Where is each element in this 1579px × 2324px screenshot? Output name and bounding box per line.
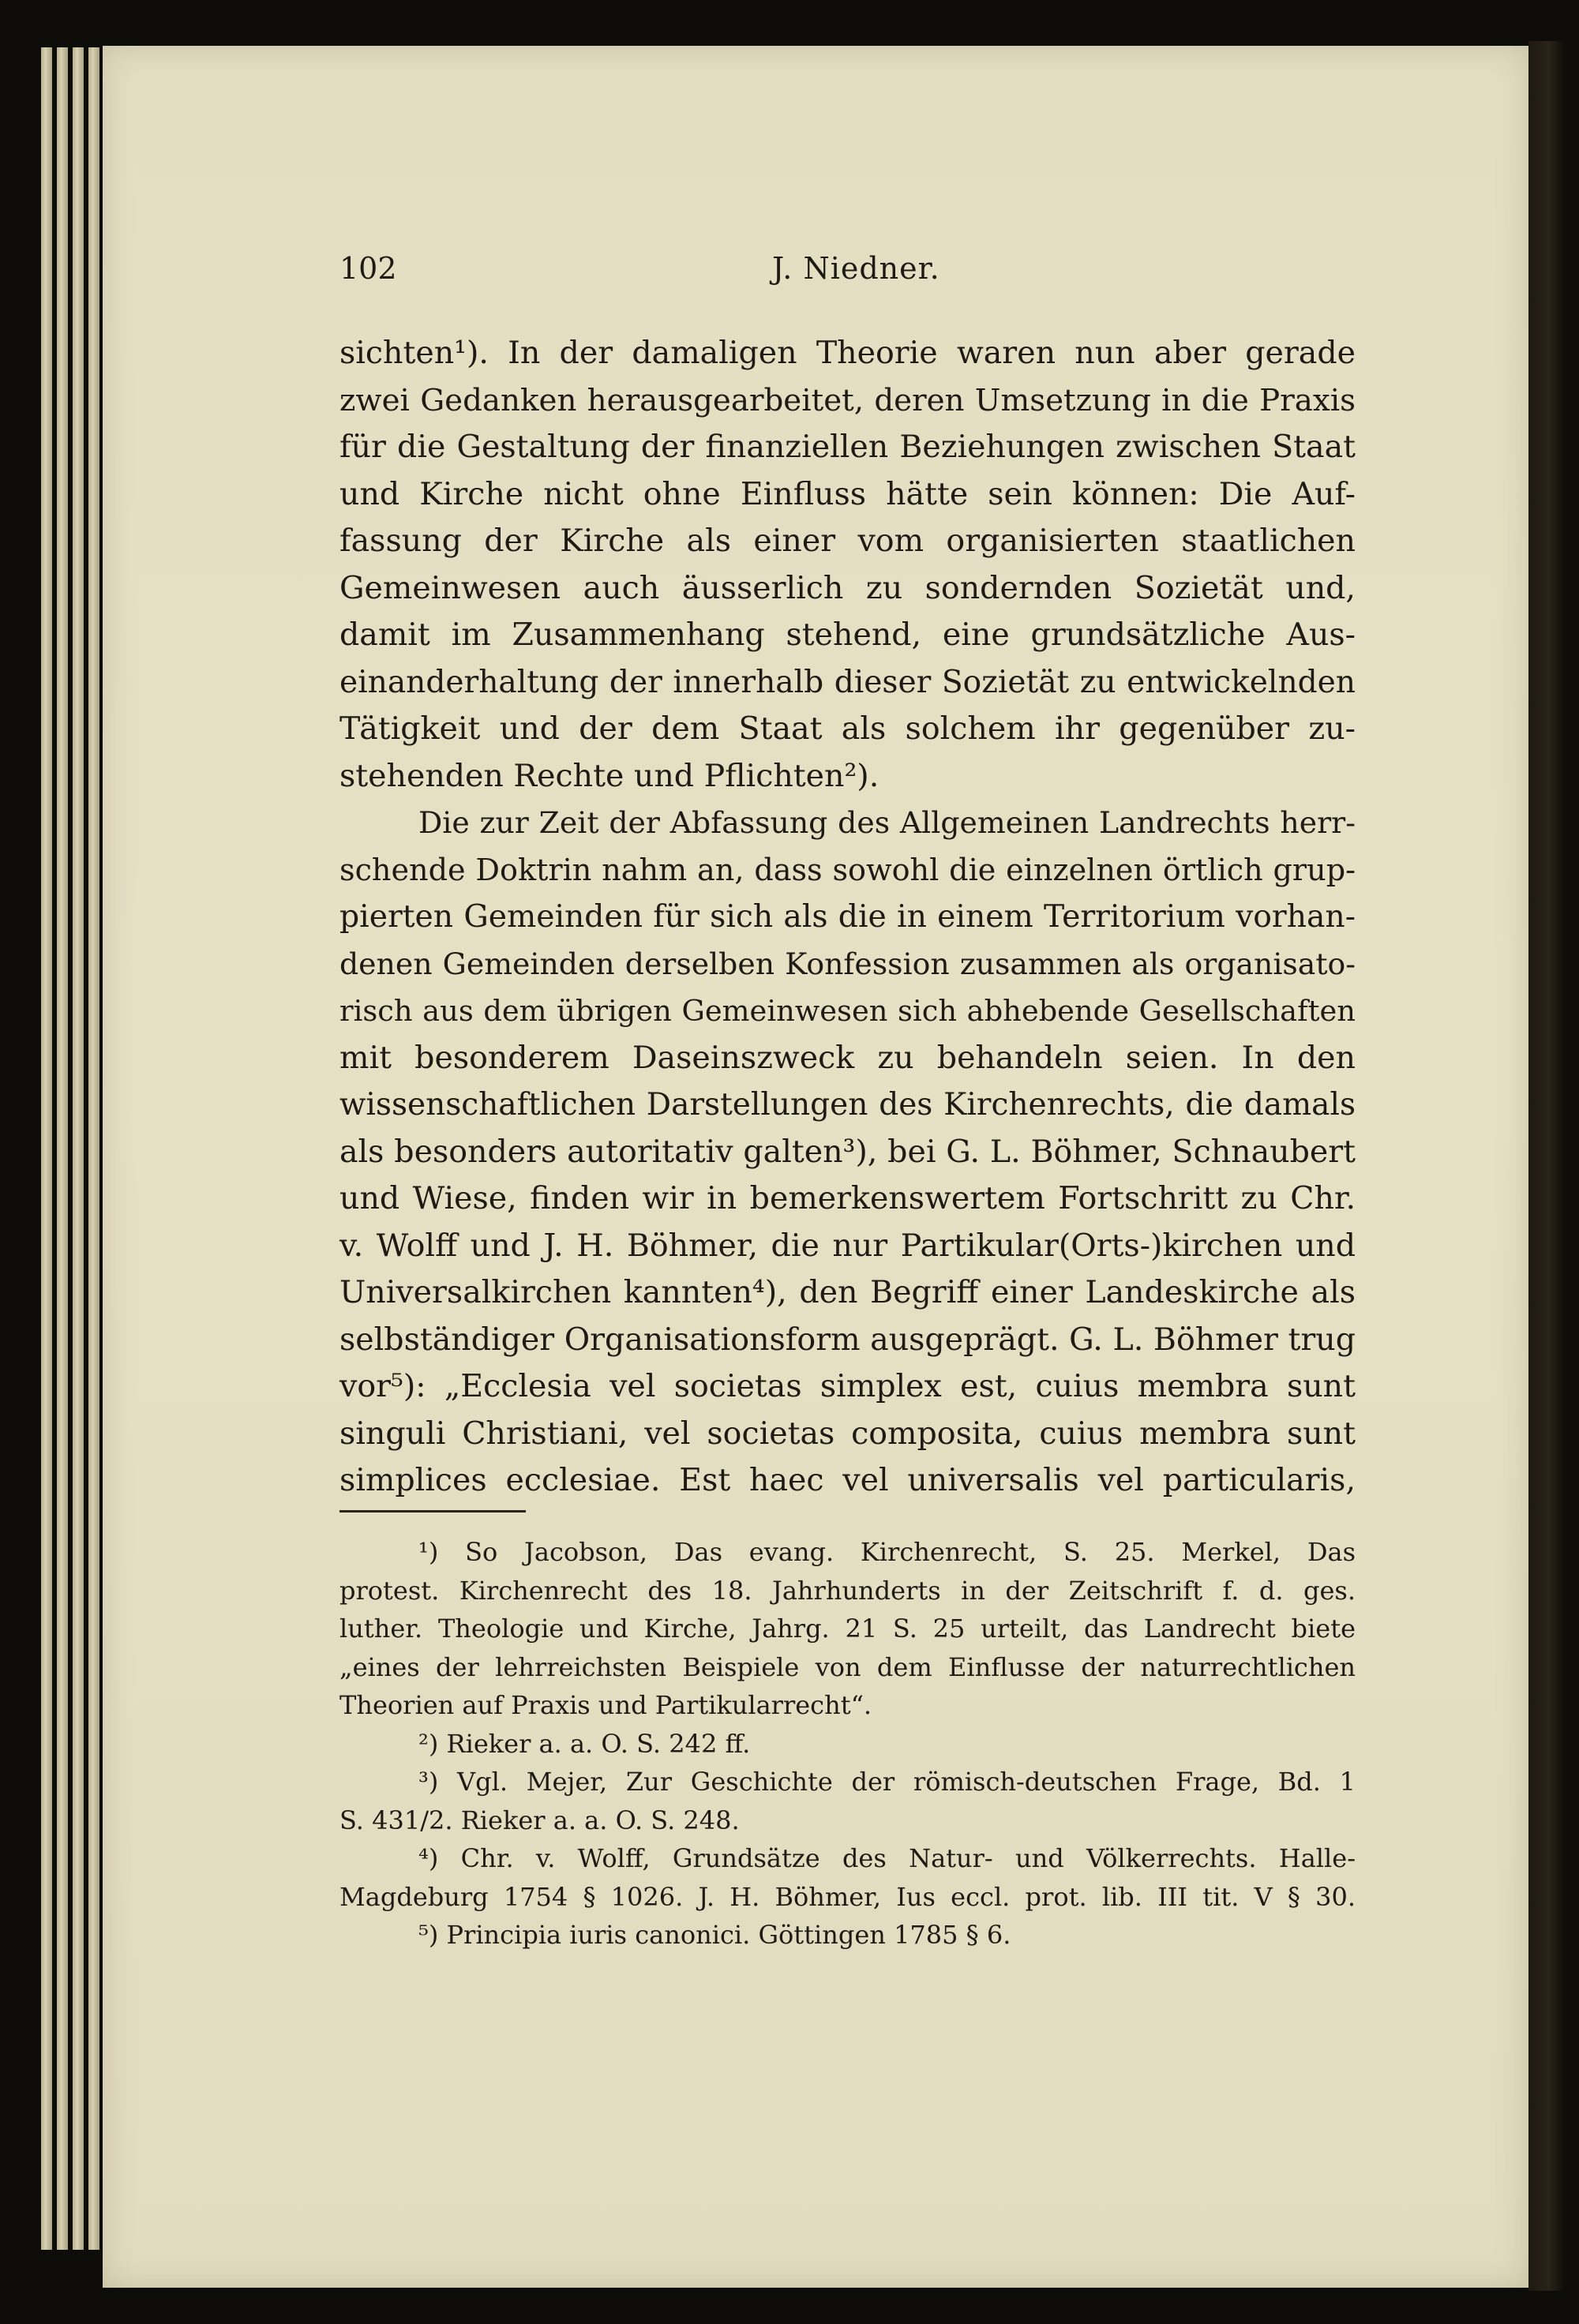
- text-line: Tätigkeit und der dem Staat als solchem ihr gegenüber zu-: [339, 710, 1356, 747]
- body-text: [339, 330, 1356, 1505]
- footnote-line: Theorien auf Praxis und Partikularrecht“.: [339, 1690, 872, 1720]
- page-header: [339, 251, 1366, 298]
- page-edge-stack: [88, 47, 99, 2250]
- text-line: v. Wolff und J. H. Böhmer, die nur Partikular(Orts-)kirchen und: [339, 1227, 1356, 1264]
- footnote-line: ⁵) Principia iuris canonici. Göttingen 1785 § 6.: [418, 1920, 1011, 1950]
- text-line: singuli Christiani, vel societas composita, cuius membra sunt: [339, 1415, 1356, 1452]
- book-spine-shadow: [1528, 41, 1565, 2291]
- text-line: vor⁵): „Ecclesia vel societas simplex est, cuius membra sunt: [339, 1368, 1356, 1404]
- text-line: schende Doktrin nahm an, dass sowohl die einzelnen örtlich grup-: [339, 852, 1356, 887]
- text-line: zwei Gedanken herausgearbeitet, deren Umsetzung in die Praxis: [339, 382, 1356, 418]
- footnote-line: „eines der lehrreichsten Beispiele von dem Einflusse der naturrechtlichen: [339, 1651, 1356, 1682]
- text-line: einanderhaltung der innerhalb dieser Sozietät zu entwickelnden: [339, 664, 1356, 700]
- footnote-line: ¹) So Jacobson, Das evang. Kirchenrecht, S. 25. Merkel, Das: [418, 1537, 1356, 1567]
- text-line: Gemeinwesen auch äusserlich zu sondernden Sozietät und,: [339, 569, 1356, 606]
- page-edge-stack: [73, 47, 84, 2250]
- footnote-line: Magdeburg 1754 § 1026. J. H. Böhmer, Ius eccl. prot. lib. III tit. V § 30.: [339, 1881, 1356, 1912]
- text-line: Die zur Zeit der Abfassung des Allgemeinen Landrechts herr-: [418, 805, 1356, 840]
- text-line: wissenschaftlichen Darstellungen des Kirchenrechts, die damals: [339, 1087, 1356, 1123]
- text-line: und Wiese, finden wir in bemerkenswertem Fortschritt zu Chr.: [339, 1180, 1356, 1216]
- footnote-line: ³) Vgl. Mejer, Zur Geschichte der römisch-deutschen Frage, Bd. 1: [418, 1767, 1356, 1797]
- footnote-line: luther. Theologie und Kirche, Jahrg. 21 S. 25 urteilt, das Landrecht biete: [339, 1614, 1356, 1644]
- footnotes: [339, 1533, 1356, 1955]
- page-number: 102: [339, 251, 397, 286]
- text-line: damit im Zusammenhang stehend, eine grundsätzliche Aus-: [339, 617, 1356, 653]
- text-line: und Kirche nicht ohne Einfluss hätte sein können: Die Auf-: [339, 475, 1356, 512]
- text-line: simplices ecclesiae. Est haec vel universalis vel particularis,: [339, 1462, 1356, 1498]
- footnote-line: ²) Rieker a. a. O. S. 242 ff.: [418, 1728, 751, 1759]
- text-line: pierten Gemeinden für sich als die in einem Territorium vorhan-: [339, 899, 1356, 935]
- text-line: fassung der Kirche als einer vom organisierten staatlichen: [339, 523, 1356, 559]
- text-line: als besonders autoritativ galten³), bei G. L. Böhmer, Schnaubert: [339, 1133, 1356, 1170]
- text-line: risch aus dem übrigen Gemeinwesen sich abhebende Gesellschaften: [339, 994, 1356, 1028]
- text-line: selbständiger Organisationsform ausgeprägt. G. L. Böhmer trug: [339, 1321, 1356, 1358]
- footnote-line: S. 431/2. Rieker a. a. O. S. 248.: [339, 1805, 740, 1835]
- text-line: Universalkirchen kannten⁴), den Begriff einer Landeskirche als: [339, 1274, 1356, 1310]
- footnote-separator: [339, 1510, 526, 1512]
- footnote-line: protest. Kirchenrecht des 18. Jahrhunderts in der Zeitschrift f. d. ges.: [339, 1575, 1356, 1606]
- text-line: mit besonderem Daseinszweck zu behandeln seien. In den: [339, 1039, 1356, 1076]
- running-head: J. Niedner.: [772, 251, 940, 286]
- footnote-line: ⁴) Chr. v. Wolff, Grundsätze des Natur- und Völkerrechts. Halle-: [418, 1843, 1356, 1873]
- text-line: sichten¹). In der damaligen Theorie waren nun aber gerade: [339, 335, 1356, 371]
- text-line: für die Gestaltung der finanziellen Beziehungen zwischen Staat: [339, 429, 1356, 465]
- text-line: denen Gemeinden derselben Konfession zusammen als organisato-: [339, 946, 1356, 981]
- page-edge-stack: [57, 47, 68, 2250]
- page-edge-stack: [41, 47, 52, 2250]
- text-line: stehenden Rechte und Pflichten²).: [339, 757, 880, 794]
